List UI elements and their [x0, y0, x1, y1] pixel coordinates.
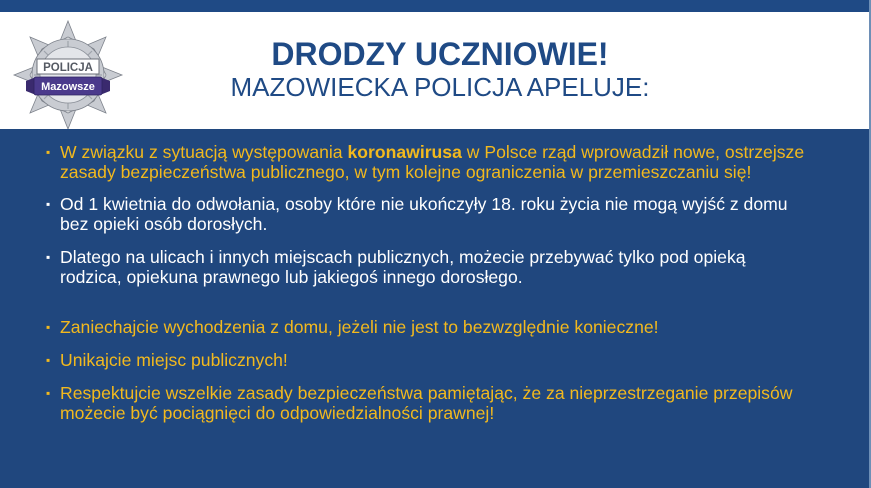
page-subtitle: MAZOWIECKA POLICJA APELUJE: — [230, 72, 650, 102]
list-item: ▪ Zaniechajcie wychodzenia z domu, jeżeli nie jest to bezwzględnie konieczne! — [46, 317, 659, 337]
highlight-text: koronawirusa — [347, 142, 462, 162]
logo-top-text: POLICJA — [43, 62, 93, 74]
header — [0, 12, 871, 128]
bullet-icon: ▪ — [46, 353, 51, 367]
bullet-icon: ▪ — [46, 197, 51, 211]
list-item: ▪ Unikajcie miejsc publicznych! — [46, 350, 288, 370]
police-star-logo — [12, 19, 124, 131]
page-title: DRODZY UCZNIOWIE! — [271, 36, 609, 72]
bullet-icon: ▪ — [46, 145, 51, 159]
list-item: ▪ W związku z sytuacją występowania koronawirusa w Polsce rząd wprowadził nowe, ostrzejsze zasady bezpieczeństwa publicznego, w tym kolejne ograniczenia w przemieszczaniu się! — [46, 142, 805, 182]
top-band — [0, 0, 871, 12]
title-block — [130, 36, 750, 102]
bullet-icon: ▪ — [46, 320, 51, 334]
logo-ribbon-text: Mazowsze — [41, 81, 95, 93]
list-item: ▪ Od 1 kwietnia do odwołania, osoby które nie ukończyły 18. roku życia nie mogą wyjść z domu bez opieki osób dorosłych. — [46, 194, 788, 234]
list-item: ▪ Dlatego na ulicach i innych miejscach publicznych, możecie przebywać tylko pod opieką rodzica, opiekuna prawnego lub jakiegoś innego dorosłego. — [46, 247, 746, 287]
list-item: ▪ Respektujcie wszelkie zasady bezpieczeństwa pamiętając, że za nieprzestrzeganie przepisów możecie być pociągnięci do odpowiedzialności prawnej! — [46, 383, 793, 423]
content-panel — [0, 129, 871, 488]
appeal-list — [46, 142, 806, 423]
bullet-icon: ▪ — [46, 386, 51, 400]
bullet-icon: ▪ — [46, 250, 51, 264]
